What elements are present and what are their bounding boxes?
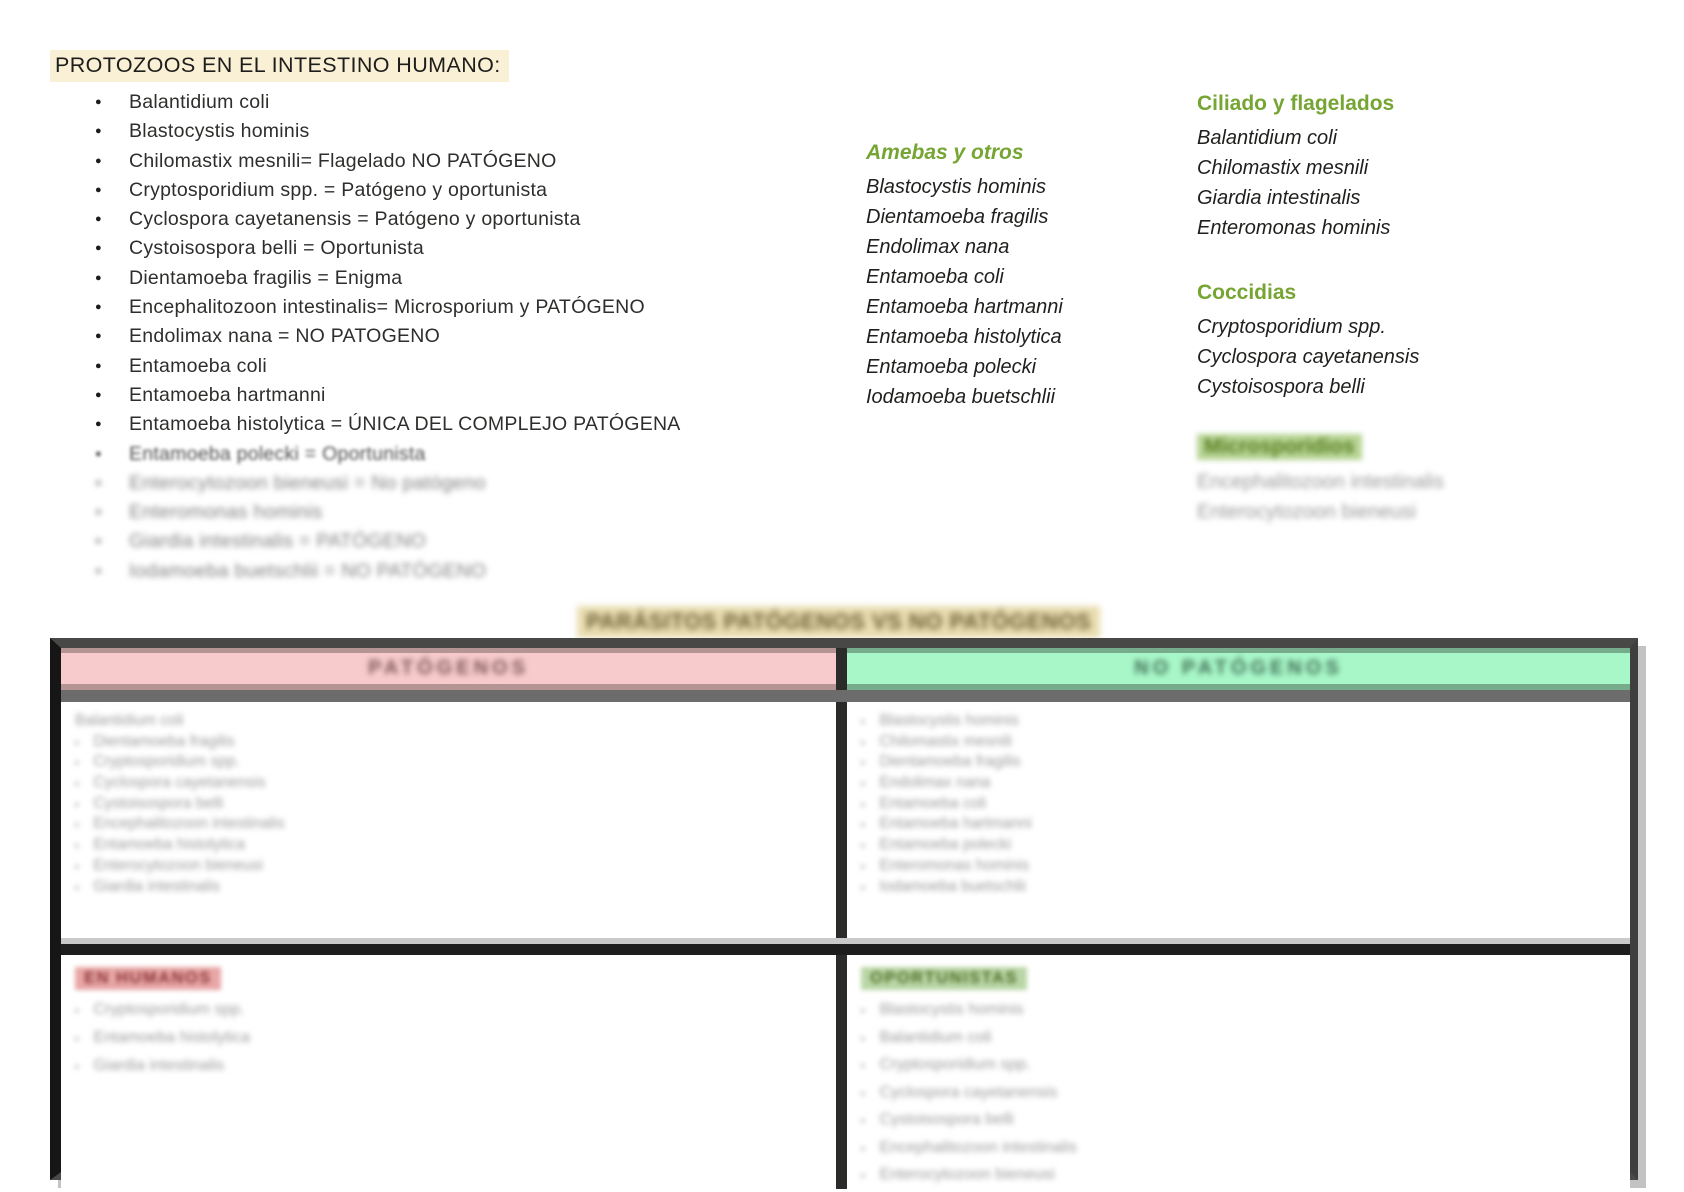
table-list-item-text: Iodamoeba buetschlii — [879, 877, 1026, 895]
table-list-item — [75, 856, 826, 877]
table-list-item-text: Giardia intestinalis — [93, 877, 220, 895]
table-list-item — [861, 711, 1620, 732]
table-list-item-text: Balantidium coli — [879, 1028, 992, 1046]
list-item — [93, 410, 681, 439]
list-item-text: Balantidium coli — [129, 91, 270, 113]
table-vertical-divider — [836, 648, 847, 690]
bullet-square-icon: ▪ — [75, 779, 79, 791]
table-list-item-text: Cryptosporidium spp. — [879, 1056, 1031, 1073]
bullet-square-icon: ▪ — [75, 861, 79, 873]
list-item-text: Enteromonas hominis — [129, 501, 323, 524]
bullet-icon: ● — [95, 506, 102, 519]
bullet-square-icon: ▪ — [861, 820, 865, 832]
patogenos-row1-list — [75, 732, 826, 898]
list-item-text: Entamoeba hartmanni — [129, 383, 326, 406]
table-list-item — [861, 1134, 1620, 1162]
pathogens-table — [50, 638, 1638, 1183]
list-item — [93, 527, 681, 556]
bullet-icon: ● — [95, 125, 102, 138]
species-item: Entamoeba histolytica — [866, 326, 1062, 348]
species-item: Balantidium coli — [1197, 127, 1338, 149]
list-item-text: Endolimax nana = NO PATOGENO — [129, 325, 441, 348]
table-cell-patogenos-row1 — [61, 702, 836, 938]
group-amebas — [866, 141, 1063, 412]
bullet-icon: ● — [95, 242, 102, 255]
bullet-icon: ● — [95, 154, 102, 167]
table-list-item-text: Endolimax nana — [879, 774, 991, 792]
bullet-square-icon: ▪ — [861, 1116, 865, 1127]
list-item — [93, 234, 681, 263]
table-lead-line: Balantidium coli — [75, 712, 184, 729]
list-item — [93, 352, 681, 381]
table-list-item — [75, 773, 826, 794]
list-item-text: Giardia intestinalis = PATÓGENO — [129, 530, 426, 553]
bullet-square-icon: ▪ — [861, 1143, 865, 1155]
bullet-square-icon: ▪ — [75, 758, 79, 770]
species-item: Blastocystis hominis — [866, 176, 1047, 198]
table-list-item-text: Cyclospora cayetanensis — [879, 1083, 1058, 1101]
table-list-item — [861, 856, 1620, 877]
table-list-item-text: Cryptosporidium spp. — [93, 1001, 245, 1018]
bullet-square-icon: ▪ — [861, 737, 865, 749]
table-list-item — [861, 752, 1620, 773]
table-list-item — [861, 1051, 1620, 1079]
table-list-item — [75, 835, 826, 856]
bullet-square-icon: ▪ — [861, 758, 865, 770]
table-cell-patogenos-row2 — [61, 955, 836, 1189]
list-item — [93, 147, 681, 176]
list-item-text: Entamoeba coli — [129, 354, 267, 377]
list-item — [93, 88, 681, 117]
table-list-item — [861, 996, 1620, 1024]
table-list-item — [861, 773, 1620, 794]
species-item: Entamoeba polecki — [866, 356, 1037, 378]
species-item: Dientamoeba fragilis — [866, 206, 1049, 228]
group-heading-microsporidios: Microsporidios — [1197, 434, 1362, 460]
table-list-item — [75, 996, 826, 1024]
table-list-item-text: Encephalitozoon intestinalis — [93, 815, 285, 833]
table-vertical-divider — [836, 955, 847, 1189]
table-list-item-text: Dientamoeba fragilis — [879, 753, 1021, 771]
bullet-square-icon: ▪ — [861, 1033, 865, 1045]
species-item: Entamoeba coli — [866, 266, 1004, 288]
bullet-icon: ● — [95, 96, 102, 108]
bullet-icon: ● — [95, 271, 102, 284]
species-item: Entamoeba hartmanni — [866, 296, 1063, 318]
table-header-no-patogenos-text: NO PATÓGENOS — [1134, 657, 1343, 679]
table-list-item-text: Cyclospora cayetanensis — [93, 774, 266, 792]
bullet-square-icon: ▪ — [75, 882, 79, 894]
no-patogenos-row2-list — [861, 996, 1620, 1189]
list-item-text: Blastocystis hominis — [129, 120, 310, 143]
bullet-square-icon: ▪ — [75, 737, 79, 749]
table-list-item — [75, 1024, 826, 1052]
table-list-item-text: Entamoeba coli — [879, 794, 987, 812]
table-list-item — [861, 877, 1620, 898]
list-item-text: Cyclospora cayetanensis = Patógeno y oportunista — [129, 208, 581, 231]
species-item: Enteromonas hominis — [1197, 217, 1391, 239]
bullet-icon: ● — [95, 330, 102, 343]
species-item: Cryptosporidium spp. — [1197, 316, 1386, 338]
table-list-item-text: Entamoeba polecki — [879, 836, 1012, 854]
species-item: Chilomastix mesnili — [1197, 157, 1369, 179]
table-list-item-text: Chilomastix mesnili — [879, 732, 1012, 750]
table-list-item — [75, 752, 826, 773]
bullet-square-icon: ▪ — [75, 820, 79, 832]
bullet-square-icon: ▪ — [75, 799, 79, 811]
patogenos-row2-list — [75, 996, 826, 1080]
list-item-text: Cystoisospora belli = Oportunista — [129, 237, 424, 260]
table-cell-no-patogenos-row2 — [847, 955, 1630, 1189]
list-item — [93, 176, 681, 205]
table-list-item — [861, 814, 1620, 835]
table-row-divider — [61, 938, 1630, 955]
list-item-text: Entamoeba polecki = Oportunista — [129, 442, 426, 465]
bullet-square-icon: ▪ — [861, 717, 865, 728]
table-list-item — [861, 794, 1620, 815]
table-list-item-text: Cystoisospora belli — [879, 1111, 1014, 1128]
oportunistas-label: OPORTUNISTAS — [861, 967, 1027, 990]
bullet-square-icon: ▪ — [861, 799, 865, 811]
table-list-item — [75, 1052, 826, 1080]
table-list-item — [861, 835, 1620, 856]
table-list-item — [861, 1161, 1620, 1189]
list-item-text: Enterocytozoon bieneusi = No patógeno — [129, 471, 486, 494]
list-item — [93, 381, 681, 410]
list-item — [93, 205, 681, 234]
table-list-item — [861, 732, 1620, 753]
bullet-square-icon: ▪ — [861, 1061, 865, 1072]
list-item — [93, 264, 681, 293]
table-list-item-text: Cystoisospora belli — [93, 794, 224, 812]
table-list-item-text: Entamoeba histolytica — [93, 1029, 250, 1046]
species-item: Giardia intestinalis — [1197, 187, 1361, 209]
table-title: PARÁSITOS PATÓGENOS VS NO PATÓGENOS — [577, 606, 1100, 638]
bullet-square-icon: ▪ — [861, 1088, 865, 1100]
table-header-patogenos — [61, 648, 836, 690]
bullet-square-icon: ▪ — [75, 841, 79, 853]
bullet-icon: ● — [95, 564, 102, 577]
species-item: Enterocytozoon bieneusi — [1197, 501, 1417, 523]
table-list-item-text: Encephalitozoon intestinalis — [879, 1138, 1077, 1156]
list-item-text: Encephalitozoon intestinalis= Microsporium y PATÓGENO — [129, 296, 645, 319]
bullet-icon: ● — [95, 388, 102, 401]
list-item-text: Cryptosporidium spp. = Patógeno y oportunista — [129, 178, 548, 201]
table-list-item-text: Dientamoeba fragilis — [93, 732, 235, 750]
page-title: PROTOZOOS EN EL INTESTINO HUMANO: — [50, 50, 509, 82]
species-item: Encephalitozoon intestinalis — [1197, 471, 1444, 493]
bullet-square-icon: ▪ — [75, 1006, 79, 1017]
group-coccidias — [1197, 281, 1419, 402]
list-item — [93, 498, 681, 527]
list-item — [93, 557, 681, 586]
table-list-item-text: Blastocystis hominis — [879, 1001, 1024, 1018]
bullet-icon: ● — [95, 301, 102, 314]
species-item: Endolimax nana — [866, 236, 1010, 258]
list-item-text: Entamoeba histolytica = ÚNICA DEL COMPLEJO PATÓGENA — [129, 413, 681, 436]
bullet-icon: ● — [95, 418, 102, 431]
table-list-item — [861, 1079, 1620, 1107]
list-item-text: Dientamoeba fragilis = Enigma — [129, 266, 403, 289]
species-item: Cystoisospora belli — [1197, 376, 1365, 398]
list-item — [93, 469, 681, 498]
bullet-icon: ● — [95, 213, 102, 226]
table-list-item-text: Enterocytozoon bieneusi — [879, 1166, 1055, 1183]
group-items-ciliados — [1197, 123, 1394, 243]
table-list-item — [861, 1106, 1620, 1134]
species-item: Iodamoeba buetschlii — [866, 386, 1056, 408]
bullet-square-icon: ▪ — [861, 861, 865, 873]
group-items-coccidias — [1197, 312, 1419, 402]
table-vertical-divider — [836, 702, 847, 938]
table-list-item — [75, 814, 826, 835]
table-list-item-text: Enteromonas hominis — [879, 856, 1030, 874]
list-item-text: Chilomastix mesnili= Flagelado NO PATÓGENO — [129, 149, 557, 172]
group-items-amebas — [866, 172, 1063, 412]
list-item-text: Iodamoeba buetschlii = NO PATÓGENO — [129, 559, 487, 582]
bullet-icon: ● — [95, 476, 102, 489]
table-header-patogenos-text: PATÓGENOS — [368, 657, 529, 679]
table-list-item — [861, 1024, 1620, 1052]
bullet-icon: ● — [95, 359, 102, 372]
table-list-item-text: Enterocytozoon bieneusi — [93, 856, 264, 874]
bullet-square-icon: ▪ — [861, 1171, 865, 1182]
table-list-item — [75, 732, 826, 753]
table-header-rule — [61, 690, 1630, 702]
group-heading-coccidias: Coccidias — [1197, 281, 1297, 304]
table-list-item-text: Entamoeba histolytica — [93, 836, 245, 854]
list-item — [93, 117, 681, 146]
species-item: Cyclospora cayetanensis — [1197, 346, 1420, 368]
bullet-icon: ● — [95, 183, 102, 196]
en-humanos-label: EN HUMANOS — [75, 967, 221, 990]
bullet-square-icon: ▪ — [75, 1034, 79, 1045]
no-patogenos-row1-list — [861, 711, 1620, 897]
group-heading-amebas: Amebas y otros — [866, 141, 1024, 164]
list-item — [93, 440, 681, 469]
table-list-item-text: Entamoeba hartmanni — [879, 815, 1032, 833]
list-item — [93, 322, 681, 351]
table-list-item — [75, 794, 826, 815]
bullet-square-icon: ▪ — [861, 779, 865, 791]
group-ciliados — [1197, 92, 1394, 243]
bullet-square-icon: ▪ — [861, 1006, 865, 1017]
bullet-square-icon: ▪ — [861, 841, 865, 853]
bullet-square-icon: ▪ — [861, 882, 865, 894]
table-list-item-text: Cryptosporidium spp. — [93, 753, 240, 771]
bullet-icon: ● — [95, 535, 102, 548]
list-item — [93, 293, 681, 322]
protozoa-list — [93, 88, 681, 586]
group-items-microsporidios — [1197, 467, 1444, 527]
table-list-item-text: Giardia intestinalis — [93, 1057, 225, 1074]
bullet-square-icon: ▪ — [75, 1062, 79, 1073]
table-cell-no-patogenos-row1 — [847, 702, 1630, 938]
bullet-icon: ● — [95, 447, 102, 460]
group-heading-ciliados: Ciliado y flagelados — [1197, 92, 1395, 115]
group-microsporidios — [1197, 434, 1444, 527]
table-header-no-patogenos — [847, 648, 1630, 690]
table-list-item — [75, 877, 826, 898]
table-list-item-text: Blastocystis hominis — [879, 712, 1019, 729]
